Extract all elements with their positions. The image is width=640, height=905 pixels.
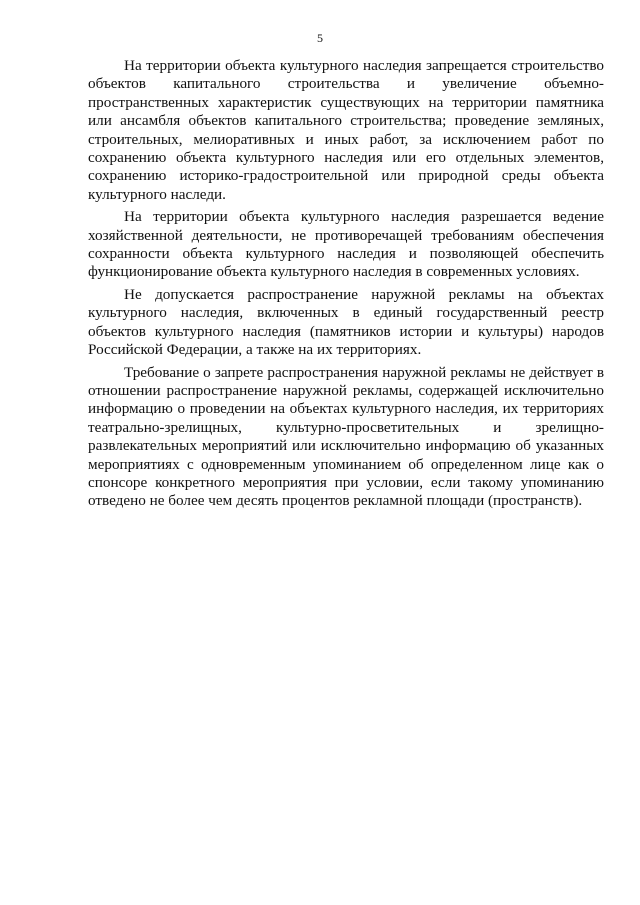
paragraph-4: Требование о запрете распространения наружной рекламы не действует в отношении распространение наружной рекламы, содержащей исключительно информацию о проведении на объектах культурного наследия, их территориях театрально-зрелищных, культурно-просветительных и зрелищно-развлекательных мероприятий или исключительно информацию об указанных мероприятиях с одновременным упоминанием об определенном лице как о спонсоре конкретного мероприятия при условии, если такому упоминанию отведено не более чем десять процентов рекламной площади (пространств). — [88, 363, 604, 510]
page-number: 5 — [317, 31, 323, 45]
paragraph-2: На территории объекта культурного наследия разрешается ведение хозяйственной деятельности, не противоречащей требованиям обеспечения сохранности объекта культурного наследия и позволяющей обеспечить функционирование объекта культурного наследия в современных условиях. — [88, 208, 604, 281]
paragraph-3: Не допускается распространение наружной рекламы на объектах культурного наследия, включенных в единый государственный реестр объектов культурного наследия (памятников истории и культуры) народов Российской Федерации, а также на их территориях. — [88, 285, 604, 359]
body-text — [88, 57, 604, 511]
paragraph-1: На территории объекта культурного наследия запрещается строительство объектов капитального строительства и увеличение объемно-пространственных характеристик существующих на территории памятника или ансамбля объектов капитального строительства; проведение земляных, строительных, мелиоративных и иных работ, за исключением работ по сохранению объекта культурного наследия или его отдельных элементов, сохранению историко-градостроительной или природной среды объекта культурного наследи. — [88, 57, 604, 203]
